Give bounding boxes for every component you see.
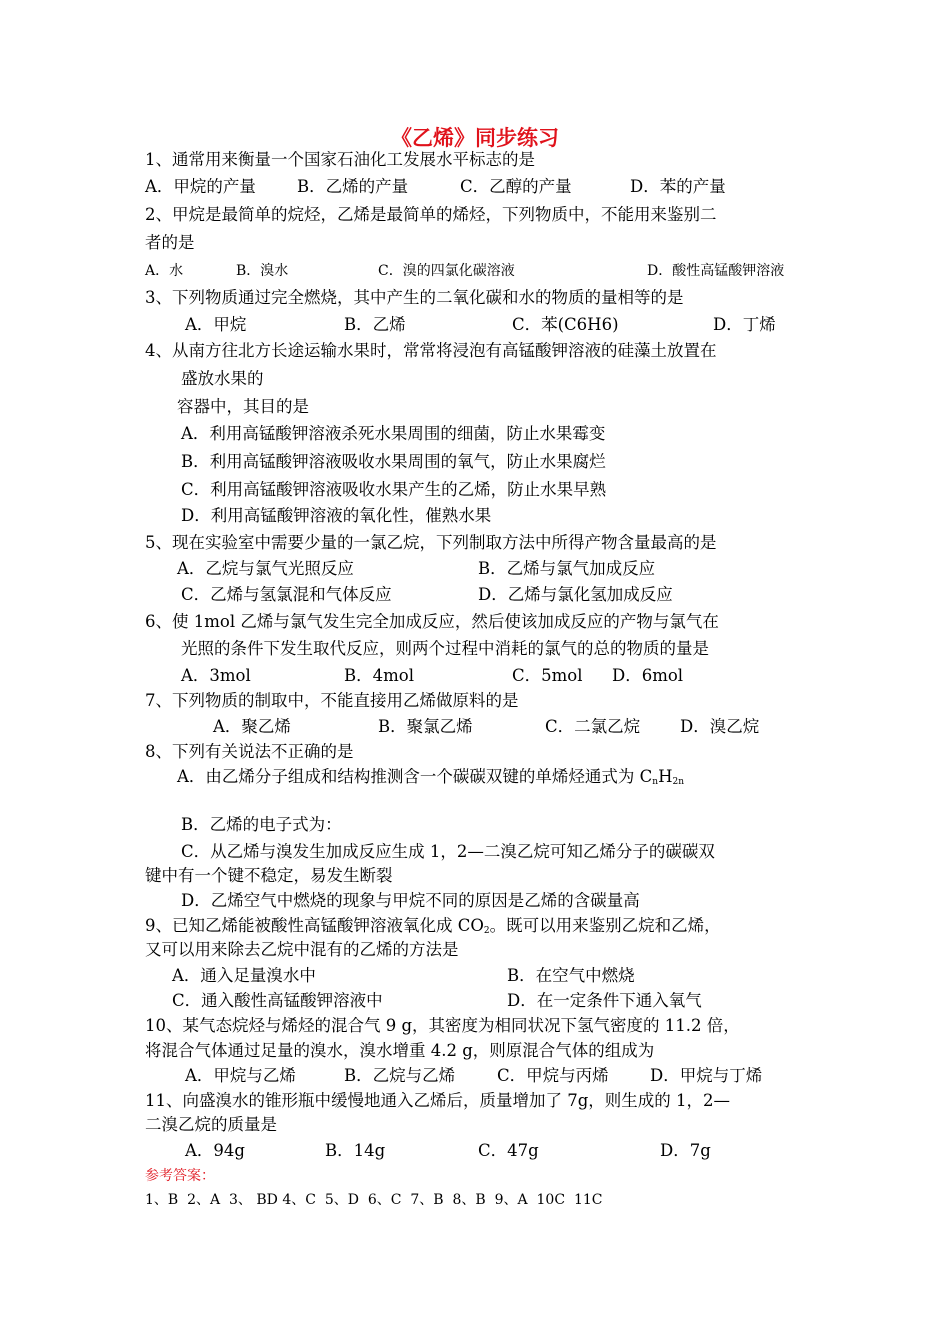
q2-option-c: C．溴的四氯化碳溶液 xyxy=(378,263,515,279)
q3-option-c: C．苯(C6H6) xyxy=(512,315,619,334)
q5-option-d: D．乙烯与氯化氢加成反应 xyxy=(478,585,673,604)
q9-stem-line2: 又可以用来除去乙烷中混有的乙烯的方法是 xyxy=(145,940,459,959)
q5-stem: 5、现在实验室中需要少量的一氯乙烷，下列制取方法中所得产物含量最高的是 xyxy=(145,533,717,552)
q1-stem: 1、通常用来衡量一个国家石油化工发展水平标志的是 xyxy=(145,150,535,169)
q6-option-a: A．3mol xyxy=(181,666,251,685)
q10-option-c: C．甲烷与丙烯 xyxy=(497,1066,609,1085)
q8-option-a xyxy=(177,767,684,792)
q11-option-b: B．14g xyxy=(325,1141,386,1160)
q1-option-a: A．甲烷的产量 xyxy=(145,177,256,196)
q7-option-c: C．二氯乙烷 xyxy=(545,717,641,736)
q5-option-b: B．乙烯与氯气加成反应 xyxy=(478,559,656,578)
q11-stem-line2: 二溴乙烷的质量是 xyxy=(145,1115,277,1134)
q10-option-b: B．乙烷与乙烯 xyxy=(344,1066,456,1085)
q4-option-c: C．利用高锰酸钾溶液吸收水果产生的乙烯，防止水果早熟 xyxy=(181,480,607,499)
q8-option-d: D．乙烯空气中燃烧的现象与甲烷不同的原因是乙烯的含碳量高 xyxy=(181,891,640,910)
q3-option-a: A．甲烷 xyxy=(185,315,247,334)
q5-option-a: A．乙烷与氯气光照反应 xyxy=(177,559,354,578)
q4-stem-line3: 容器中，其目的是 xyxy=(177,397,309,416)
q9-stem-line1 xyxy=(145,916,721,941)
q2-option-a: A．水 xyxy=(145,263,184,279)
q6-option-c: C．5mol xyxy=(512,666,583,685)
q4-option-d: D．利用高锰酸钾溶液的氧化性，催熟水果 xyxy=(181,506,492,525)
q1-option-b: B．乙烯的产量 xyxy=(297,177,409,196)
q9-option-b: B．在空气中燃烧 xyxy=(507,966,635,985)
q3-option-b: B．乙烯 xyxy=(344,315,406,334)
q4-option-a: A．利用高锰酸钾溶液杀死水果周围的细菌，防止水果霉变 xyxy=(181,424,606,443)
q4-stem-line2: 盛放水果的 xyxy=(181,369,264,388)
answers-text: 1、B 2、A 3、 BD 4、C 5、D 6、C 7、B 8、B 9、A 10C 11C xyxy=(145,1192,603,1208)
q7-option-a: A．聚乙烯 xyxy=(213,717,291,736)
q4-option-b: B．利用高锰酸钾溶液吸收水果周围的氧气，防止水果腐烂 xyxy=(181,452,606,471)
q3-option-d: D．丁烯 xyxy=(713,315,776,334)
q4-stem-line1: 4、从南方往北方长途运输水果时，常常将浸泡有高锰酸钾溶液的硅藻土放置在 xyxy=(145,341,717,360)
q3-stem: 3、下列物质通过完全燃烧，其中产生的二氧化碳和水的物质的量相等的是 xyxy=(145,288,684,307)
q9-option-c: C．通入酸性高锰酸钾溶液中 xyxy=(172,991,383,1010)
q11-option-d: D．7g xyxy=(660,1141,711,1160)
answers-label: 参考答案： xyxy=(145,1168,215,1184)
q8-option-a-text: A．由乙烯分子组成和结构推测含一个碳碳双键的单烯烃通式为 C xyxy=(177,767,653,786)
q2-option-b: B．溴水 xyxy=(236,263,289,279)
q9-option-d: D．在一定条件下通入氧气 xyxy=(507,991,702,1010)
q9-co2-sub: 2 xyxy=(483,926,490,936)
page-title: 《乙烯》同步练习 xyxy=(391,126,559,150)
q8-stem: 8、下列有关说法不正确的是 xyxy=(145,742,354,761)
q8-formula-sub-n: n xyxy=(652,777,659,787)
q9-stem-part1: 9、已知乙烯能被酸性高锰酸钾溶液氧化成 CO xyxy=(145,916,484,935)
q8-option-c-line2: 键中有一个键不稳定，易发生断裂 xyxy=(145,866,393,885)
q7-stem: 7、下列物质的制取中，不能直接用乙烯做原料的是 xyxy=(145,691,519,710)
q7-option-b: B．聚氯乙烯 xyxy=(378,717,473,736)
q1-option-c: C．乙醇的产量 xyxy=(460,177,572,196)
q8-option-b: B．乙烯的电子式为： xyxy=(181,815,342,834)
q6-stem-line2: 光照的条件下发生取代反应，则两个过程中消耗的氯气的总的物质的量是 xyxy=(181,639,709,658)
q2-stem-line1: 2、甲烷是最简单的烷烃，乙烯是最简单的烯烃，下列物质中，不能用来鉴别二 xyxy=(145,205,717,224)
q7-option-d: D．溴乙烷 xyxy=(680,717,760,736)
q1-option-d: D．苯的产量 xyxy=(630,177,726,196)
q2-stem-line2: 者的是 xyxy=(145,233,195,252)
q6-stem-line1: 6、使 1mol 乙烯与氯气发生完全加成反应，然后使该加成反应的产物与氯气在 xyxy=(145,612,719,631)
q8-formula-sub-2n: 2n xyxy=(672,777,685,787)
q10-option-d: D．甲烷与丁烯 xyxy=(650,1066,763,1085)
q5-option-c: C．乙烯与氢氯混和气体反应 xyxy=(181,585,392,604)
q10-stem-line1: 10、某气态烷烃与烯烃的混合气 9 g，其密度为相同状况下氢气密度的 11.2 倍， xyxy=(145,1016,740,1035)
q11-option-c: C．47g xyxy=(478,1141,539,1160)
q6-option-b: B．4mol xyxy=(344,666,414,685)
q11-stem-line1: 11、向盛溴水的锥形瓶中缓慢地通入乙烯后，质量增加了 7g，则生成的 1，2— xyxy=(145,1091,731,1110)
q11-option-a: A．94g xyxy=(185,1141,245,1160)
q6-option-d: D．6mol xyxy=(612,666,684,685)
q9-stem-part2: 。既可以用来鉴别乙烷和乙烯， xyxy=(489,916,721,935)
q10-option-a: A．甲烷与乙烯 xyxy=(185,1066,296,1085)
q10-stem-line2: 将混合气体通过足量的溴水，溴水增重 4.2 g，则原混合气体的组成为 xyxy=(145,1041,655,1060)
q8-option-c-line1: C．从乙烯与溴发生加成反应生成 1，2—二溴乙烷可知乙烯分子的碳碳双 xyxy=(181,842,715,861)
q9-option-a: A．通入足量溴水中 xyxy=(172,966,316,985)
q2-option-d: D．酸性高锰酸钾溶液 xyxy=(647,263,785,279)
q8-formula-h: H xyxy=(658,767,673,786)
